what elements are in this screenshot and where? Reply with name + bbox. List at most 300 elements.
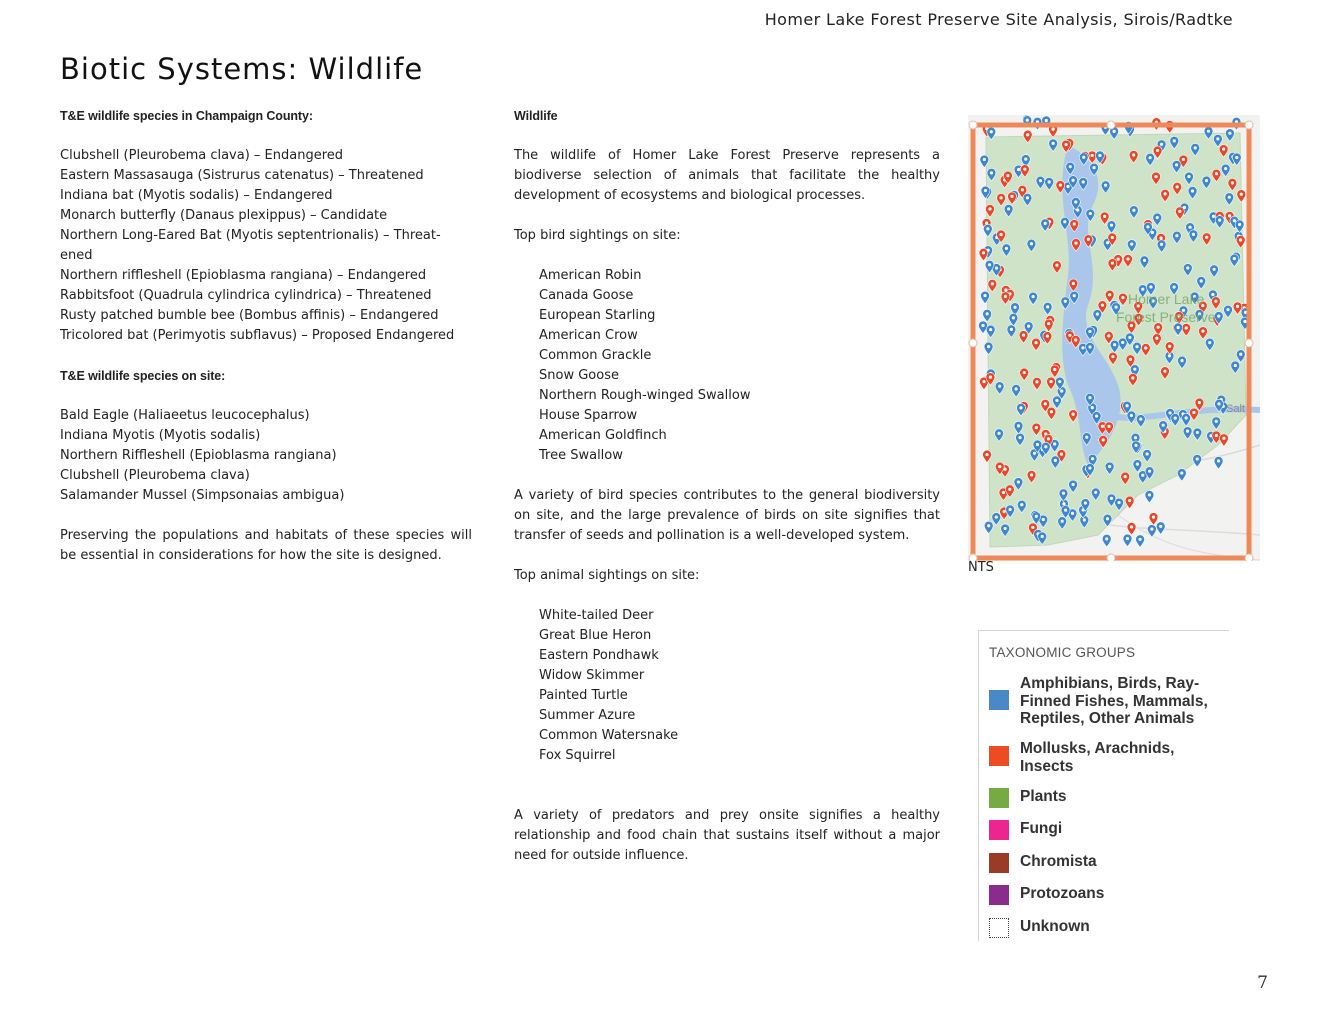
sighting-marker-dot bbox=[1072, 413, 1075, 416]
sighting-marker-dot bbox=[1061, 520, 1064, 523]
sighting-marker-dot bbox=[1185, 416, 1188, 419]
sighting-marker-dot bbox=[1098, 154, 1101, 157]
sighting-marker-dot bbox=[1180, 359, 1183, 362]
legend-label: Unknown bbox=[1020, 918, 1090, 935]
sighting-marker-dot bbox=[1055, 399, 1058, 402]
sighting-marker-dot bbox=[1072, 483, 1075, 486]
sighting-marker-dot bbox=[1019, 406, 1022, 409]
list-item: Great Blue Heron bbox=[539, 628, 652, 643]
sighting-marker-dot bbox=[1196, 457, 1199, 460]
sighting-marker-dot bbox=[1175, 163, 1178, 166]
sighting-marker-dot bbox=[1132, 153, 1135, 156]
sighting-marker-dot bbox=[1088, 466, 1091, 469]
sighting-marker-dot bbox=[1111, 355, 1114, 358]
sighting-marker-dot bbox=[1233, 257, 1236, 260]
list-item: Eastern Massasauga (Sistrurus catenatus) – Threatened bbox=[60, 168, 424, 183]
sighting-marker-dot bbox=[1064, 508, 1067, 511]
sighting-marker-dot bbox=[1151, 231, 1154, 234]
sighting-marker-dot bbox=[1211, 293, 1214, 296]
list-item: Northern riffleshell (Epioblasma rangiana) – Endangered bbox=[60, 268, 427, 283]
sighting-marker-dot bbox=[982, 251, 985, 254]
list-item: Northern Riffleshell (Epioblasma rangiana) bbox=[60, 448, 337, 463]
sighting-marker-dot bbox=[991, 282, 994, 285]
sighting-marker-dot bbox=[1064, 300, 1067, 303]
sighting-marker-dot bbox=[995, 266, 998, 269]
sighting-marker-dot bbox=[1157, 326, 1160, 329]
sighting-marker-dot bbox=[1017, 168, 1020, 171]
sighting-marker-dot bbox=[1009, 508, 1012, 511]
sighting-marker-dot bbox=[1048, 180, 1051, 183]
sighting-marker-dot bbox=[1023, 371, 1026, 374]
sighting-marker-dot bbox=[1051, 128, 1054, 131]
sighting-marker-dot bbox=[1052, 142, 1055, 145]
sighting-marker-dot bbox=[1215, 434, 1218, 437]
sighting-marker-dot bbox=[1007, 207, 1010, 210]
sighting-marker-dot bbox=[1159, 525, 1162, 528]
sighting-marker-dot bbox=[1024, 157, 1027, 160]
sighting-marker-dot bbox=[1222, 147, 1225, 150]
sighting-marker-dot bbox=[1041, 535, 1044, 538]
sighting-marker-dot bbox=[1072, 282, 1075, 285]
left-closing-paragraph: Preserving the populations and habitats of these species will be essential in considerations for how the site is designed. bbox=[60, 528, 472, 563]
sighting-marker-dot bbox=[1168, 345, 1171, 348]
boundary-handle bbox=[1107, 554, 1115, 561]
sighting-marker-dot bbox=[1032, 295, 1035, 298]
sighting-marker-dot bbox=[1134, 436, 1137, 439]
legend-title: TAXONOMIC GROUPS bbox=[989, 645, 1136, 660]
sighting-marker-dot bbox=[1155, 337, 1158, 340]
sighting-marker-dot bbox=[1177, 326, 1180, 329]
sighting-marker-dot bbox=[1060, 389, 1063, 392]
sighting-marker-dot bbox=[1208, 341, 1211, 344]
sighting-marker-dot bbox=[1088, 330, 1091, 333]
sighting-marker-dot bbox=[1101, 304, 1104, 307]
sighting-marker-dot bbox=[1027, 325, 1030, 328]
birds-heading: Top bird sightings on site: bbox=[514, 228, 681, 243]
sighting-marker-dot bbox=[1107, 334, 1110, 337]
list-item: Summer Azure bbox=[539, 708, 636, 723]
sighting-marker-dot bbox=[1113, 130, 1116, 133]
map-label-partial: Salt bbox=[1226, 403, 1245, 415]
sighting-marker-dot bbox=[1087, 238, 1090, 241]
sighting-marker-dot bbox=[1088, 345, 1091, 348]
sightings-map bbox=[968, 115, 1260, 561]
list-item: Bald Eagle (Haliaeetus leucocephalus) bbox=[60, 408, 310, 423]
sighting-marker-dot bbox=[1005, 247, 1008, 250]
sighting-marker-dot bbox=[1117, 501, 1120, 504]
sighting-marker-dot bbox=[1145, 452, 1148, 455]
sighting-marker-dot bbox=[1046, 305, 1049, 308]
sighting-marker-dot bbox=[1085, 436, 1088, 439]
site-species-heading: T&E wildlife species on site: bbox=[60, 369, 226, 383]
sighting-marker-dot bbox=[1065, 143, 1068, 146]
sighting-marker-dot bbox=[1053, 368, 1056, 371]
sighting-marker-dot bbox=[1013, 306, 1016, 309]
sighting-marker-dot bbox=[1074, 338, 1077, 341]
sighting-marker-dot bbox=[1168, 354, 1171, 357]
sighting-marker-dot bbox=[1071, 179, 1074, 182]
list-item: Rusty patched bumble bee (Bombus affinis) – Endangered bbox=[60, 308, 439, 323]
sighting-marker-dot bbox=[997, 432, 1000, 435]
sighting-marker-dot bbox=[1136, 462, 1139, 465]
list-item: Tree Swallow bbox=[539, 448, 623, 463]
page-number: 7 bbox=[1257, 973, 1268, 993]
sighting-marker-dot bbox=[985, 453, 988, 456]
sighting-marker-dot bbox=[1004, 295, 1007, 298]
sighting-marker-dot bbox=[1111, 236, 1114, 239]
sighting-marker-dot bbox=[1088, 396, 1091, 399]
sighting-marker-dot bbox=[1162, 424, 1165, 427]
sighting-marker-dot bbox=[1194, 146, 1197, 149]
sighting-marker-dot bbox=[1063, 220, 1066, 223]
list-item: Clubshell (Pleurobema clava) – Endangered bbox=[60, 148, 344, 163]
sighting-marker-dot bbox=[1042, 518, 1045, 521]
sighting-marker-dot bbox=[1121, 341, 1124, 344]
sighting-marker-dot bbox=[1002, 491, 1005, 494]
sighting-marker-dot bbox=[1081, 346, 1084, 349]
list-item: Common Grackle bbox=[539, 348, 652, 363]
sighting-marker-dot bbox=[983, 294, 986, 297]
sighting-marker-dot bbox=[1111, 261, 1114, 264]
sighting-marker-dot bbox=[1148, 470, 1151, 473]
sighting-marker-dot bbox=[1105, 537, 1108, 540]
sighting-marker-dot bbox=[1186, 266, 1189, 269]
legend-swatch bbox=[989, 690, 1009, 710]
sighting-marker-dot bbox=[1212, 215, 1215, 218]
sighting-marker-dot bbox=[1092, 166, 1095, 169]
sighting-marker-dot bbox=[1034, 341, 1037, 344]
sighting-marker-dot bbox=[1185, 326, 1188, 329]
legend-label: Chromista bbox=[1020, 853, 1097, 870]
sighting-marker-dot bbox=[1044, 445, 1047, 448]
legend-swatch bbox=[989, 746, 1009, 766]
sighting-marker-dot bbox=[1186, 430, 1189, 433]
sighting-marker-dot bbox=[1175, 234, 1178, 237]
sighting-marker-dot bbox=[1089, 212, 1092, 215]
page-title: Biotic Systems: Wildlife bbox=[60, 52, 424, 86]
sighting-marker-dot bbox=[987, 524, 990, 527]
list-item: ened bbox=[60, 248, 93, 263]
sighting-marker-dot bbox=[1017, 480, 1020, 483]
sighting-marker-dot bbox=[1095, 414, 1098, 417]
sighting-marker-dot bbox=[983, 158, 986, 161]
sighting-marker-dot bbox=[1035, 380, 1038, 383]
sighting-marker-dot bbox=[1101, 425, 1104, 428]
sighting-marker-dot bbox=[989, 376, 992, 379]
sighting-marker-dot bbox=[990, 171, 993, 174]
sighting-marker-dot bbox=[1106, 517, 1109, 520]
sighting-marker-dot bbox=[1139, 418, 1142, 421]
legend-label: Mollusks, Arachnids, Insects bbox=[1020, 740, 1175, 775]
sighting-marker-dot bbox=[1062, 502, 1065, 505]
list-item: Snow Goose bbox=[539, 368, 619, 383]
sighting-marker-dot bbox=[1094, 491, 1097, 494]
left-column bbox=[60, 106, 472, 566]
sighting-marker-dot bbox=[986, 227, 989, 230]
sighting-marker-dot bbox=[1224, 167, 1227, 170]
county-species-heading: T&E wildlife species in Champaign County: bbox=[60, 109, 313, 123]
sighting-marker-dot bbox=[1108, 293, 1111, 296]
sighting-marker-dot bbox=[1176, 185, 1179, 188]
sighting-marker-dot bbox=[1066, 185, 1069, 188]
animals-heading: Top animal sightings on site: bbox=[514, 568, 700, 583]
sighting-marker-dot bbox=[1182, 158, 1185, 161]
sighting-marker-dot bbox=[1228, 132, 1231, 135]
sighting-marker-dot bbox=[1163, 370, 1166, 373]
sighting-marker-dot bbox=[1174, 417, 1177, 420]
sighting-marker-dot bbox=[1030, 242, 1033, 245]
sighting-marker-dot bbox=[1108, 465, 1111, 468]
sighting-marker-dot bbox=[1062, 492, 1065, 495]
sighting-marker-dot bbox=[1000, 196, 1003, 199]
list-item: Salamander Mussel (Simpsonaias ambigua) bbox=[60, 488, 345, 503]
sighting-marker-dot bbox=[1110, 497, 1113, 500]
sighting-marker-dot bbox=[1238, 223, 1241, 226]
sighting-marker-dot bbox=[1205, 236, 1208, 239]
middle-closing-paragraph: A variety of predators and prey onsite signifies a healthy relationship and food chain that sustains itself without a major need for outside influence. bbox=[514, 808, 940, 863]
sighting-marker-dot bbox=[1044, 222, 1047, 225]
sighting-marker-dot bbox=[1033, 452, 1036, 455]
sighting-marker-dot bbox=[1198, 401, 1201, 404]
sighting-marker-dot bbox=[1235, 156, 1238, 159]
sighting-marker-dot bbox=[1128, 336, 1131, 339]
sighting-marker-dot bbox=[1160, 143, 1163, 146]
sighting-marker-dot bbox=[1047, 322, 1050, 325]
taxonomic-legend bbox=[978, 630, 1229, 941]
list-item: Clubshell (Pleurobema clava) bbox=[60, 468, 250, 483]
sighting-marker-dot bbox=[1239, 238, 1242, 241]
sighting-marker-dot bbox=[1113, 343, 1116, 346]
sighting-marker-dot bbox=[1217, 402, 1220, 405]
legend-label: Plants bbox=[1020, 788, 1067, 805]
sighting-marker-dot bbox=[1191, 189, 1194, 192]
sighting-marker-dot bbox=[1180, 471, 1183, 474]
sighting-marker-dot bbox=[1096, 313, 1099, 316]
sighting-marker-dot bbox=[1045, 119, 1048, 122]
sighting-marker-dot bbox=[1143, 259, 1146, 262]
boundary-handle bbox=[1245, 554, 1253, 561]
sighting-marker-dot bbox=[1152, 515, 1155, 518]
sighting-marker-dot bbox=[1130, 243, 1133, 246]
sighting-marker-dot bbox=[1129, 358, 1132, 361]
sighting-marker-dot bbox=[1218, 219, 1221, 222]
sighting-marker-dot bbox=[1021, 188, 1024, 191]
list-item: Painted Turtle bbox=[539, 688, 628, 703]
sighting-marker-dot bbox=[1055, 264, 1058, 267]
list-item: House Sparrow bbox=[539, 408, 638, 423]
sighting-marker-dot bbox=[1036, 443, 1039, 446]
bird-list bbox=[514, 266, 940, 466]
sighting-marker-dot bbox=[1017, 424, 1020, 427]
list-item: Widow Skimmer bbox=[539, 668, 645, 683]
list-item: Northern Rough-winged Swallow bbox=[539, 388, 751, 403]
sighting-marker-dot bbox=[1030, 473, 1033, 476]
sighting-marker-dot bbox=[999, 233, 1002, 236]
map-label-line2: Forest Preserve bbox=[1116, 309, 1216, 325]
animal-list bbox=[514, 606, 940, 766]
wildlife-intro: The wildlife of Homer Lake Forest Preserve represents a biodiverse selection of animals that facilitate the healthy development of ecosystems and biological processes. bbox=[514, 148, 940, 203]
sighting-marker-dot bbox=[1192, 411, 1195, 414]
sighting-marker-dot bbox=[1149, 285, 1152, 288]
sighting-marker-dot bbox=[1226, 308, 1229, 311]
sighting-marker-dot bbox=[1050, 410, 1053, 413]
sighting-marker-dot bbox=[1069, 165, 1072, 168]
sighting-marker-dot bbox=[998, 465, 1001, 468]
sighting-marker-dot bbox=[1130, 525, 1133, 528]
sighting-marker-dot bbox=[1035, 515, 1038, 518]
sighting-marker-dot bbox=[1084, 501, 1087, 504]
sighting-marker-dot bbox=[1164, 192, 1167, 195]
sighting-marker-dot bbox=[995, 515, 998, 518]
sighting-marker-dot bbox=[1212, 268, 1215, 271]
sighting-marker-dot bbox=[1046, 334, 1049, 337]
sighting-marker-dot bbox=[1146, 225, 1149, 228]
sighting-marker-dot bbox=[1215, 172, 1218, 175]
map-label-line1: Homer Lake bbox=[1128, 291, 1205, 307]
legend-swatch bbox=[989, 788, 1009, 808]
sighting-marker-dot bbox=[990, 130, 993, 133]
sighting-marker-dot bbox=[1015, 387, 1018, 390]
sighting-marker-dot bbox=[982, 380, 985, 383]
sighting-marker-dot bbox=[1039, 179, 1042, 182]
sighting-marker-dot bbox=[1200, 279, 1203, 282]
sighting-marker-dot bbox=[1010, 195, 1013, 198]
sighting-marker-dot bbox=[1053, 442, 1056, 445]
sighting-marker-dot bbox=[1148, 493, 1151, 496]
sighting-marker-dot bbox=[1217, 459, 1220, 462]
sighting-marker-dot bbox=[1022, 334, 1025, 337]
sighting-marker-dot bbox=[1187, 175, 1190, 178]
sighting-marker-dot bbox=[1103, 215, 1106, 218]
sighting-marker-dot bbox=[1074, 242, 1077, 245]
sighting-marker-dot bbox=[1141, 474, 1144, 477]
sighting-marker-dot bbox=[1060, 452, 1063, 455]
sighting-marker-dot bbox=[981, 324, 984, 327]
sighting-marker-dot bbox=[1205, 179, 1208, 182]
legend-swatch bbox=[989, 918, 1009, 938]
sighting-marker-dot bbox=[1026, 119, 1029, 122]
sighting-marker-dot bbox=[1133, 368, 1136, 371]
legend-swatch bbox=[989, 820, 1009, 840]
legend-label: Protozoans bbox=[1020, 885, 1105, 902]
list-item: American Crow bbox=[539, 328, 638, 343]
wildlife-heading: Wildlife bbox=[514, 109, 558, 123]
sighting-marker-dot bbox=[1049, 380, 1052, 383]
sighting-marker-dot bbox=[986, 312, 989, 315]
list-item: American Goldfinch bbox=[539, 428, 667, 443]
sighting-marker-dot bbox=[1168, 411, 1171, 414]
list-item: Canada Goose bbox=[539, 288, 634, 303]
birds-note: A variety of bird species contributes to the general biodiversity on site, and the large prevalence of birds on site signifies that transfer of seeds and pollination is a well-developed system. bbox=[514, 488, 940, 543]
list-item: European Starling bbox=[539, 308, 656, 323]
list-item: Rabbitsfoot (Quadrula cylindrica cylindrica) – Threatened bbox=[60, 288, 432, 303]
site-species-list bbox=[60, 406, 472, 506]
sighting-marker-dot bbox=[1201, 330, 1204, 333]
sighting-marker-dot bbox=[1012, 316, 1015, 319]
sighting-marker-dot bbox=[1106, 241, 1109, 244]
sighting-marker-dot bbox=[987, 345, 990, 348]
sighting-marker-dot bbox=[1172, 285, 1175, 288]
sighting-marker-dot bbox=[1117, 257, 1120, 260]
sighting-marker-dot bbox=[1035, 426, 1038, 429]
sighting-marker-dot bbox=[1006, 174, 1009, 177]
sighting-marker-dot bbox=[1091, 406, 1094, 409]
sighting-marker-dot bbox=[1228, 196, 1231, 199]
sighting-marker-dot bbox=[1020, 503, 1023, 506]
boundary-handle bbox=[1107, 121, 1115, 129]
sighting-marker-dot bbox=[1054, 459, 1057, 462]
sighting-marker-dot bbox=[1231, 181, 1234, 184]
sighting-marker-dot bbox=[1240, 193, 1243, 196]
sighting-marker-dot bbox=[1134, 444, 1137, 447]
sighting-marker-dot bbox=[1233, 219, 1236, 222]
sighting-marker-dot bbox=[1121, 296, 1124, 299]
sighting-marker-dot bbox=[1023, 168, 1026, 171]
sighting-marker-dot bbox=[1228, 214, 1231, 217]
sighting-marker-dot bbox=[1173, 139, 1176, 142]
list-item: Tricolored bat (Perimyotis subflavus) – Proposed Endangered bbox=[60, 328, 455, 343]
sighting-marker-dot bbox=[1047, 437, 1050, 440]
sighting-marker-dot bbox=[1083, 518, 1086, 521]
header-title: Homer Lake Forest Preserve Site Analysis, Sirois/Radtke bbox=[764, 10, 1233, 29]
sighting-marker-dot bbox=[1234, 364, 1237, 367]
map-canvas bbox=[968, 115, 1260, 561]
sighting-marker-dot bbox=[1082, 180, 1085, 183]
sighting-marker-dot bbox=[1144, 346, 1147, 349]
boundary-handle bbox=[1245, 339, 1253, 347]
sighting-marker-dot bbox=[1010, 328, 1013, 331]
sighting-marker-dot bbox=[1102, 438, 1105, 441]
sighting-marker-dot bbox=[1239, 353, 1242, 356]
legend-swatch bbox=[989, 853, 1009, 873]
sighting-marker-dot bbox=[1188, 226, 1191, 229]
sighting-marker-dot bbox=[1243, 320, 1246, 323]
sighting-marker-dot bbox=[1216, 137, 1219, 140]
sighting-marker-dot bbox=[1192, 233, 1195, 236]
sighting-marker-dot bbox=[1091, 457, 1094, 460]
scale-note: NTS bbox=[968, 560, 994, 575]
sighting-marker-dot bbox=[1215, 420, 1218, 423]
sighting-marker-dot bbox=[1150, 527, 1153, 530]
list-item: Monarch butterfly (Danaus plexippus) – Candidate bbox=[60, 208, 388, 223]
sighting-marker-dot bbox=[1068, 334, 1071, 337]
sighting-marker-dot bbox=[1071, 512, 1074, 515]
sighting-marker-dot bbox=[1124, 475, 1127, 478]
sighting-marker-dot bbox=[1126, 257, 1129, 260]
sighting-marker-dot bbox=[998, 385, 1001, 388]
sighting-marker-dot bbox=[1130, 414, 1133, 417]
sighting-marker-dot bbox=[1178, 210, 1181, 213]
sighting-marker-dot bbox=[1008, 488, 1011, 491]
sighting-marker-dot bbox=[1217, 315, 1220, 318]
sighting-marker-dot bbox=[1026, 133, 1029, 136]
list-item: Eastern Pondhawk bbox=[539, 648, 659, 663]
sighting-marker-dot bbox=[1073, 294, 1076, 297]
county-species-list bbox=[60, 146, 472, 346]
sighting-marker-dot bbox=[1026, 196, 1029, 199]
sighting-marker-dot bbox=[1236, 305, 1239, 308]
sighting-marker-dot bbox=[1082, 156, 1085, 159]
sighting-marker-dot bbox=[1104, 184, 1107, 187]
sighting-marker-dot bbox=[1135, 345, 1138, 348]
boundary-handle bbox=[1245, 121, 1253, 129]
sighting-marker-dot bbox=[1018, 436, 1021, 439]
boundary-handle bbox=[969, 339, 977, 347]
sighting-marker-dot bbox=[1159, 236, 1162, 239]
sighting-marker-dot bbox=[1073, 222, 1076, 225]
sighting-marker-dot bbox=[988, 263, 991, 266]
sighting-marker-dot bbox=[1160, 243, 1163, 246]
